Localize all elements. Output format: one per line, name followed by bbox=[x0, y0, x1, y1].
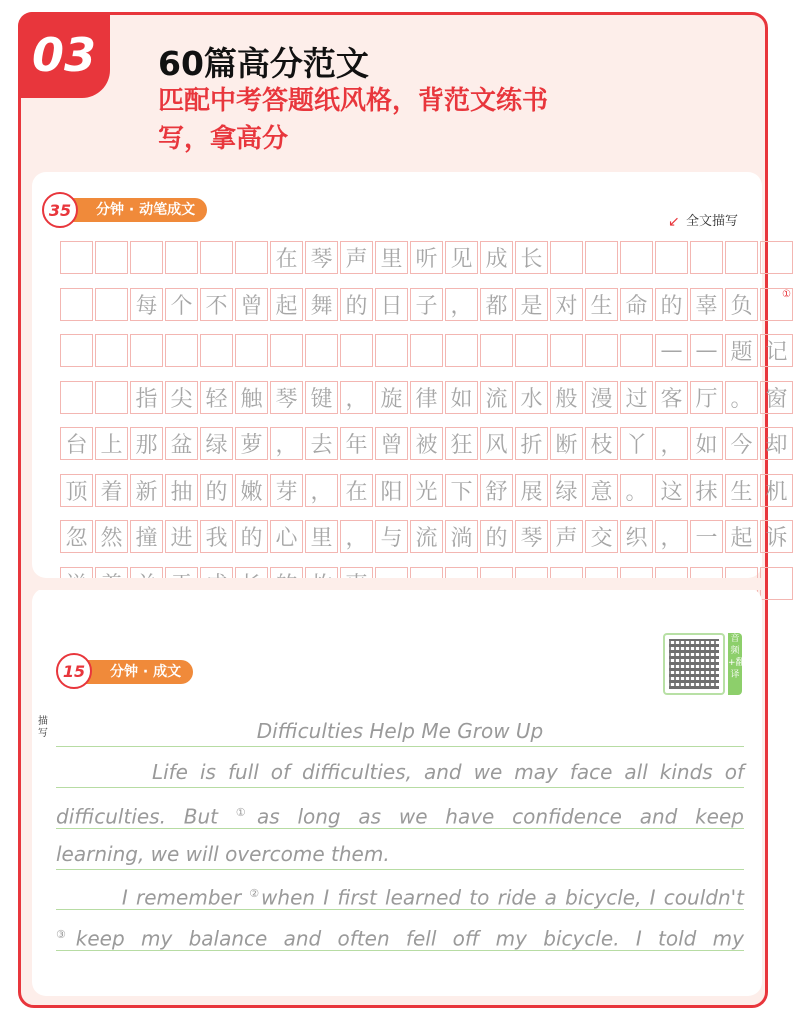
grid-cell bbox=[340, 334, 373, 367]
grid-cell: 对 bbox=[550, 288, 583, 321]
grid-cell: 绿 bbox=[200, 427, 233, 460]
grid-row bbox=[60, 241, 795, 274]
grid-cell bbox=[130, 241, 163, 274]
grid-cell bbox=[60, 381, 93, 414]
grid-cell bbox=[200, 334, 233, 367]
grid-cell: 淌 bbox=[445, 520, 478, 553]
grid-cell bbox=[760, 241, 793, 274]
grid-cell bbox=[585, 241, 618, 274]
grid-cell: 下 bbox=[445, 474, 478, 507]
timer-label: 分钟 · 动笔成文 bbox=[96, 202, 196, 218]
grid-cell: 在 bbox=[270, 241, 303, 274]
grid-cell: 起 bbox=[270, 288, 303, 321]
grid-cell: 盆 bbox=[165, 427, 198, 460]
grid-cell: 过 bbox=[620, 381, 653, 414]
grid-cell: 心 bbox=[270, 520, 303, 553]
grid-cell: 曾 bbox=[375, 427, 408, 460]
essay-title: Difficulties Help Me Grow Up bbox=[56, 716, 744, 747]
grid-cell: 触 bbox=[235, 381, 268, 414]
english-text-line: Life is full of difficulties, and we may face all kinds of bbox=[56, 757, 744, 788]
grid-cell: — bbox=[655, 334, 688, 367]
grid-cell: 是 bbox=[515, 288, 548, 321]
grid-cell: 里 bbox=[305, 520, 338, 553]
grid-cell: 然 bbox=[95, 520, 128, 553]
grid-cell: 断 bbox=[550, 427, 583, 460]
grid-cell: 里 bbox=[375, 241, 408, 274]
grid-cell: ① bbox=[760, 288, 793, 321]
grid-cell: 生 bbox=[585, 288, 618, 321]
full-text-trace-tag: 全文描写 bbox=[686, 214, 739, 229]
grid-cell: 尖 bbox=[165, 381, 198, 414]
grid-cell: 进 bbox=[165, 520, 198, 553]
grid-cell: 都 bbox=[480, 288, 513, 321]
grid-cell: 长 bbox=[515, 241, 548, 274]
grid-cell bbox=[235, 334, 268, 367]
grid-cell: 流 bbox=[480, 381, 513, 414]
grid-cell: 不 bbox=[200, 288, 233, 321]
grid-cell: 生 bbox=[725, 474, 758, 507]
grid-cell bbox=[375, 334, 408, 367]
grid-cell bbox=[480, 334, 513, 367]
grid-cell bbox=[725, 241, 758, 274]
grid-cell: 顶 bbox=[60, 474, 93, 507]
chinese-writing-card bbox=[32, 172, 762, 578]
audio-translation-tag: 音频+翻译 bbox=[728, 633, 742, 695]
grid-cell: 琴 bbox=[515, 520, 548, 553]
grid-cell: 嫩 bbox=[235, 474, 268, 507]
timer-label: 分钟 · 成文 bbox=[110, 664, 182, 680]
grid-cell: 机 bbox=[760, 474, 793, 507]
grid-cell: 键 bbox=[305, 381, 338, 414]
grid-cell bbox=[60, 288, 93, 321]
grid-cell: 见 bbox=[445, 241, 478, 274]
grid-cell bbox=[515, 334, 548, 367]
grid-row bbox=[60, 474, 795, 507]
grid-cell bbox=[270, 334, 303, 367]
grid-cell: 辜 bbox=[690, 288, 723, 321]
card-gap bbox=[32, 578, 762, 590]
grid-cell: 个 bbox=[165, 288, 198, 321]
grid-cell: ， bbox=[340, 520, 373, 553]
grid-cell: 上 bbox=[95, 427, 128, 460]
grid-cell: 被 bbox=[410, 427, 443, 460]
grid-cell bbox=[95, 241, 128, 274]
grid-cell: 日 bbox=[375, 288, 408, 321]
grid-cell: 折 bbox=[515, 427, 548, 460]
grid-cell bbox=[235, 241, 268, 274]
grid-cell: 萝 bbox=[235, 427, 268, 460]
grid-cell: 般 bbox=[550, 381, 583, 414]
grid-cell bbox=[95, 334, 128, 367]
grid-cell: 着 bbox=[95, 474, 128, 507]
grid-cell: 命 bbox=[620, 288, 653, 321]
grid-cell: 撞 bbox=[130, 520, 163, 553]
grid-cell: 起 bbox=[725, 520, 758, 553]
grid-cell: 声 bbox=[340, 241, 373, 274]
grid-cell: 那 bbox=[130, 427, 163, 460]
grid-cell: 题 bbox=[725, 334, 758, 367]
grid-cell: 每 bbox=[130, 288, 163, 321]
timer-number: 15 bbox=[62, 662, 86, 681]
english-text-line: difficulties. But ①as long as we have confidence and keep bbox=[56, 798, 744, 829]
grid-cell: 绿 bbox=[550, 474, 583, 507]
grid-cell: 新 bbox=[130, 474, 163, 507]
grid-cell: 琴 bbox=[305, 241, 338, 274]
timer-number: 35 bbox=[48, 201, 72, 220]
grid-cell bbox=[200, 241, 233, 274]
grid-cell: 一 bbox=[690, 520, 723, 553]
curved-arrow-icon: ↙ bbox=[668, 214, 680, 230]
section-number: 03 bbox=[32, 28, 97, 82]
grid-cell: 舒 bbox=[480, 474, 513, 507]
grid-cell bbox=[410, 334, 443, 367]
grid-cell: 流 bbox=[410, 520, 443, 553]
grid-cell: 律 bbox=[410, 381, 443, 414]
grid-cell: 负 bbox=[725, 288, 758, 321]
grid-row bbox=[60, 334, 795, 367]
grid-cell: 的 bbox=[235, 520, 268, 553]
grid-cell: 交 bbox=[585, 520, 618, 553]
grid-cell: 诉 bbox=[760, 520, 793, 553]
grid-cell: 去 bbox=[305, 427, 338, 460]
grid-cell: 听 bbox=[410, 241, 443, 274]
grid-cell bbox=[550, 241, 583, 274]
trace-label: 描写 bbox=[38, 716, 48, 739]
grid-cell: 这 bbox=[655, 474, 688, 507]
grid-cell: 水 bbox=[515, 381, 548, 414]
english-text-line: ③keep my balance and often fell off my bicycle. I told my bbox=[56, 920, 744, 951]
grid-cell bbox=[620, 241, 653, 274]
grid-cell: 与 bbox=[375, 520, 408, 553]
grid-cell: ， bbox=[270, 427, 303, 460]
grid-cell: 年 bbox=[340, 427, 373, 460]
grid-cell: ， bbox=[655, 520, 688, 553]
grid-cell bbox=[585, 334, 618, 367]
grid-cell: 漫 bbox=[585, 381, 618, 414]
grid-cell bbox=[95, 381, 128, 414]
grid-cell: ， bbox=[305, 474, 338, 507]
grid-cell: 意 bbox=[585, 474, 618, 507]
grid-row bbox=[60, 381, 795, 414]
grid-row bbox=[60, 288, 795, 321]
grid-cell: 客 bbox=[655, 381, 688, 414]
grid-cell: 舞 bbox=[305, 288, 338, 321]
section-number-badge bbox=[18, 12, 110, 98]
grid-cell: 声 bbox=[550, 520, 583, 553]
grid-cell: 却 bbox=[760, 427, 793, 460]
qr-code[interactable] bbox=[663, 633, 725, 695]
grid-cell: 今 bbox=[725, 427, 758, 460]
grid-cell: 狂 bbox=[445, 427, 478, 460]
grid-cell: 旋 bbox=[375, 381, 408, 414]
grid-cell bbox=[95, 288, 128, 321]
grid-cell: 枝 bbox=[585, 427, 618, 460]
grid-cell: 织 bbox=[620, 520, 653, 553]
grid-cell: 抽 bbox=[165, 474, 198, 507]
grid-cell: 指 bbox=[130, 381, 163, 414]
grid-cell: 展 bbox=[515, 474, 548, 507]
grid-cell bbox=[60, 334, 93, 367]
grid-cell bbox=[550, 334, 583, 367]
grid-row bbox=[60, 520, 795, 553]
grid-cell: 忽 bbox=[60, 520, 93, 553]
grid-cell: ， bbox=[655, 427, 688, 460]
grid-cell: 琴 bbox=[270, 381, 303, 414]
grid-cell: 丫 bbox=[620, 427, 653, 460]
grid-cell: 厅 bbox=[690, 381, 723, 414]
grid-cell: 在 bbox=[340, 474, 373, 507]
grid-cell: 的 bbox=[200, 474, 233, 507]
grid-cell: ， bbox=[340, 381, 373, 414]
grid-cell: 光 bbox=[410, 474, 443, 507]
grid-cell: — bbox=[690, 334, 723, 367]
grid-cell: 的 bbox=[480, 520, 513, 553]
grid-cell: 记 bbox=[760, 334, 793, 367]
grid-cell bbox=[655, 241, 688, 274]
grid-cell: 如 bbox=[690, 427, 723, 460]
grid-cell bbox=[130, 334, 163, 367]
grid-cell bbox=[305, 334, 338, 367]
grid-cell bbox=[760, 567, 793, 600]
grid-cell bbox=[690, 241, 723, 274]
grid-cell: 抹 bbox=[690, 474, 723, 507]
grid-cell bbox=[165, 334, 198, 367]
grid-cell: 窗 bbox=[760, 381, 793, 414]
grid-cell: 成 bbox=[480, 241, 513, 274]
grid-cell bbox=[620, 334, 653, 367]
timer-pill-chinese bbox=[60, 198, 207, 222]
grid-cell: 芽 bbox=[270, 474, 303, 507]
grid-cell: 。 bbox=[620, 474, 653, 507]
english-text-line: I remember ②when I first learned to ride a bicycle, I couldn't bbox=[56, 879, 744, 910]
english-text-line: learning, we will overcome them. bbox=[56, 839, 744, 870]
grid-cell: 阳 bbox=[375, 474, 408, 507]
grid-cell: 。 bbox=[725, 381, 758, 414]
grid-cell: ， bbox=[445, 288, 478, 321]
grid-cell: 我 bbox=[200, 520, 233, 553]
grid-cell bbox=[60, 241, 93, 274]
grid-cell: 子 bbox=[410, 288, 443, 321]
page-title: 60篇高分范文 bbox=[158, 44, 369, 83]
grid-row bbox=[60, 427, 795, 460]
grid-cell: 曾 bbox=[235, 288, 268, 321]
page-subtitle: 匹配中考答题纸风格，背范文练书写，拿高分 bbox=[158, 86, 549, 154]
timer-badge-english bbox=[56, 653, 92, 689]
timer-badge-chinese bbox=[42, 192, 78, 228]
grid-cell: 台 bbox=[60, 427, 93, 460]
grid-cell: 的 bbox=[655, 288, 688, 321]
grid-cell bbox=[445, 334, 478, 367]
grid-cell: 风 bbox=[480, 427, 513, 460]
grid-cell: 轻 bbox=[200, 381, 233, 414]
grid-cell: 的 bbox=[340, 288, 373, 321]
grid-cell: 如 bbox=[445, 381, 478, 414]
grid-cell bbox=[165, 241, 198, 274]
